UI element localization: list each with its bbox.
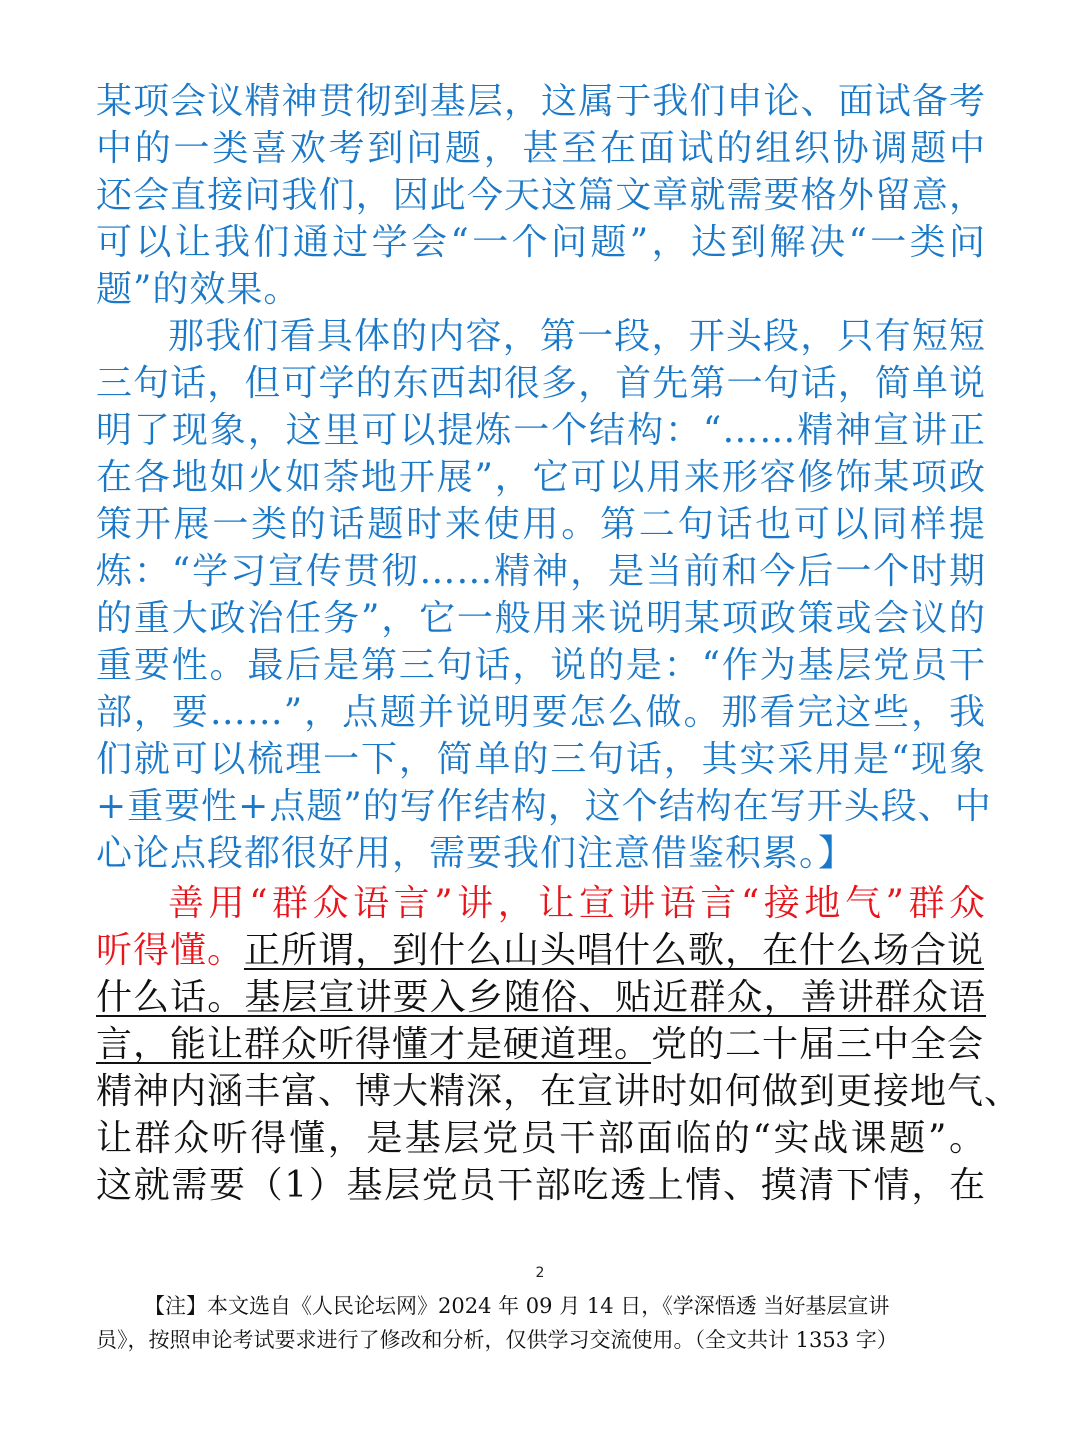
analysis-line: 那我们看具体的内容，第一段，开头段，只有短短 — [168, 316, 986, 357]
analysis-line: 题”的效果。 — [96, 269, 301, 310]
analysis-line: 可以让我们通过学会“一个问题”，达到解决“一类问 — [96, 222, 986, 263]
analysis-line: 明了现象，这里可以提炼一个结构：“……精神宣讲正 — [96, 410, 986, 451]
section-heading: 善用“群众语言”讲，让宣讲语言“接地气”群众 — [168, 883, 986, 924]
page-number: 2 — [535, 1265, 545, 1281]
footnote-line: 【注】本文选自《人民论坛网》2024 年 09 月 14 日，《学深悟透 当好基层宣讲 — [144, 1294, 890, 1318]
article-line — [96, 1021, 986, 1071]
analysis-line: 还会直接问我们，因此今天这篇文章就需要格外留意， — [96, 175, 986, 216]
underlined-text: 言，能让群众听得懂才是硬道理。 — [96, 1024, 652, 1065]
analysis-line: 心论点段都很好用，需要我们注意借鉴积累。】 — [96, 833, 856, 874]
analysis-line: 们就可以梳理一下，简单的三句话，其实采用是“现象 — [96, 739, 986, 780]
analysis-line: 中的一类喜欢考到问题，甚至在面试的组织协调题中 — [96, 128, 986, 169]
article-line — [96, 927, 986, 977]
article-line: 精神内涵丰富、博大精深，在宣讲时如何做到更接地气、 — [96, 1071, 1022, 1112]
section-heading-end: 听得懂。 — [96, 930, 245, 971]
analysis-line: 的重大政治任务”，它一般用来说明某项政策或会议的 — [96, 598, 986, 639]
analysis-line: 重要性。最后是第三句话，说的是：“作为基层党员干 — [96, 645, 986, 686]
underlined-text: 正所谓，到什么山头唱什么歌，在什么场合说 — [244, 930, 985, 971]
article-line: 让群众听得懂，是基层党员干部面临的“实战课题”。 — [96, 1118, 986, 1159]
analysis-line: 部，要……”，点题并说明要怎么做。那看完这些，我 — [96, 692, 986, 733]
analysis-line: 策开展一类的话题时来使用。第二句话也可以同样提 — [96, 504, 986, 545]
underlined-text: 什么话。基层宣讲要入乡随俗、贴近群众，善讲群众语 — [96, 977, 986, 1018]
analysis-line: 某项会议精神贯彻到基层，这属于我们申论、面试备考 — [96, 81, 986, 122]
analysis-line: 三句话，但可学的东西却很多，首先第一句话，简单说 — [96, 363, 986, 404]
analysis-line: 在各地如火如荼地开展”，它可以用来形容修饰某项政 — [96, 457, 986, 498]
analysis-line: 炼：“学习宣传贯彻……精神，是当前和今后一个时期 — [96, 551, 986, 592]
article-line: 这就需要（1）基层党员干部吃透上情、摸清下情，在 — [96, 1165, 986, 1206]
footnote-line: 员》，按照申论考试要求进行了修改和分析，仅供学习交流使用。（全文共计 1353 字） — [96, 1328, 898, 1352]
analysis-line: +重要性+点题”的写作结构，这个结构在写开头段、中 — [96, 786, 992, 827]
article-text: 党的二十届三中全会 — [651, 1024, 985, 1065]
